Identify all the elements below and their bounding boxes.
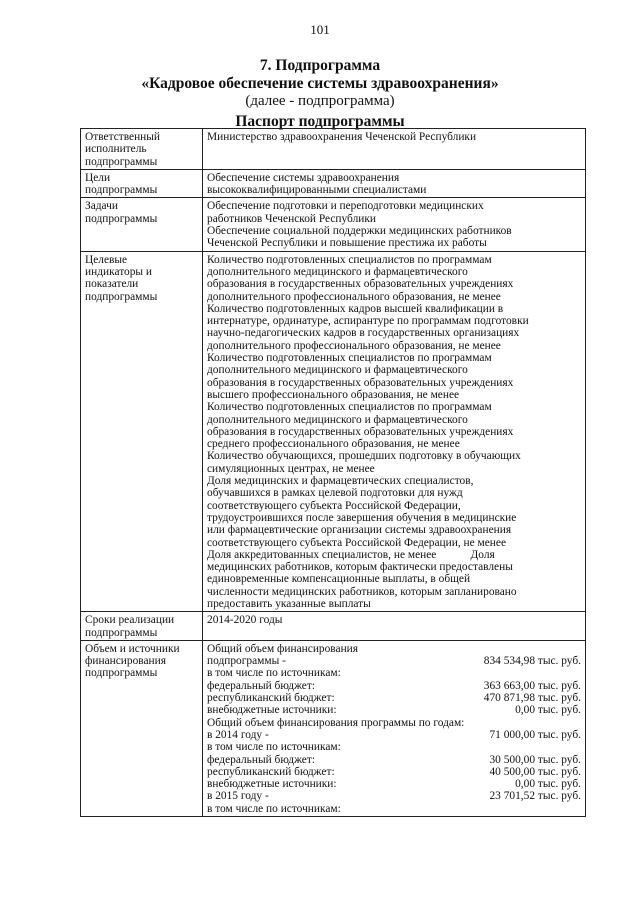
financing-line-text: в 2014 году -	[207, 728, 269, 741]
financing-line-amount: 30 500,00 тыс. руб.	[489, 753, 581, 766]
value-line: образования в государственных образовательных учреждениях	[207, 278, 514, 291]
financing-line-amount: 71 000,00 тыс. руб.	[489, 728, 581, 741]
financing-line	[207, 803, 581, 815]
passport-table	[80, 128, 586, 817]
value-line: предоставить указанные выплаты	[207, 597, 371, 610]
financing-line	[207, 717, 581, 729]
label-line: финансирования	[85, 655, 166, 668]
financing-line	[207, 655, 581, 667]
value-line: образования в государственных образовательных учреждениях	[207, 376, 514, 389]
row-terms	[81, 612, 586, 641]
financing-line-amount: 40 500,00 тыс. руб.	[489, 765, 581, 778]
financing-line	[207, 680, 581, 692]
tasks-value	[203, 198, 586, 251]
value-line: Количество подготовленных специалистов по программам	[207, 352, 492, 365]
value-line: научно-педагогических кадров в государственных организациях	[207, 327, 520, 340]
financing-line-amount: 470 871,98 тыс. руб.	[483, 692, 581, 705]
title-block	[0, 57, 640, 131]
label-line: Задачи	[85, 200, 118, 213]
financing-line-text: федеральный бюджет:	[207, 753, 315, 766]
value-line: численности медицинских работников, которым запланировано	[207, 585, 517, 598]
financing-line-text: в том числе по источникам:	[207, 802, 341, 815]
value-line: Доля медицинских и фармацевтических специалистов,	[207, 475, 474, 488]
row-financing	[81, 640, 586, 816]
goals-label	[81, 169, 203, 198]
subprogram-name: «Кадровое обеспечение системы здравоохранения»	[141, 75, 499, 92]
financing-line	[207, 778, 581, 790]
value-line: дополнительного медицинского и фармацевтического	[207, 413, 468, 426]
label-line: Ответственный	[85, 131, 161, 143]
value-line: работников Чеченской Республики	[207, 212, 376, 225]
financing-line-text: в 2015 году -	[207, 790, 269, 803]
value-line: трудоустроившихся после завершения обучения в медицинские	[207, 511, 517, 524]
terms-label	[81, 612, 203, 641]
goals-value	[203, 169, 586, 198]
label-line: показатели	[85, 278, 139, 291]
value-line: Министерство здравоохранения Чеченской Республики	[207, 131, 477, 143]
value-line: Количество подготовленных специалистов по программам	[207, 401, 492, 414]
financing-line	[207, 704, 581, 716]
financing-line-text: республиканский бюджет:	[207, 765, 335, 778]
financing-line	[207, 643, 581, 655]
value-line: Чеченской Республики и повышение престижа их работы	[207, 237, 487, 250]
label-line: подпрограммы	[85, 626, 158, 639]
value-line: высшего профессионального образования, не менее	[207, 388, 460, 401]
financing-line-text: Общий объем финансирования	[207, 642, 359, 655]
financing-line	[207, 741, 581, 753]
financing-line	[207, 754, 581, 766]
financing-line-amount: 0,00 тыс. руб.	[515, 704, 581, 717]
subprogram-number-title: 7. Подпрограмма	[259, 57, 381, 74]
financing-line-amount: 0,00 тыс. руб.	[515, 778, 581, 791]
financing-line	[207, 729, 581, 741]
value-line: обучавшихся в рамках целевой подготовки для нужд	[207, 487, 463, 500]
value-line: Количество подготовленных кадров высшей квалификации в	[207, 302, 504, 315]
label-line: индикаторы и	[85, 265, 153, 278]
executor-value	[203, 129, 586, 170]
row-executor	[81, 129, 586, 170]
label-line: Сроки реализации	[85, 614, 175, 627]
value-line: Обеспечение системы здравоохранения	[207, 171, 400, 184]
value-line: соответствующего субъекта Российской Федерации, не менее	[207, 536, 506, 549]
financing-line	[207, 667, 581, 679]
value-line: Обеспечение подготовки и переподготовки медицинских	[207, 200, 484, 213]
label-line: Целевые	[85, 253, 128, 266]
subprogram-note: (далее - подпрограмма)	[245, 93, 395, 109]
indicators-value	[203, 251, 586, 612]
indicators-label	[81, 251, 203, 612]
row-goals	[81, 169, 586, 198]
value-line: симуляционных центрах, не менее	[207, 462, 375, 475]
financing-line	[207, 692, 581, 704]
financing-line-text: подпрограммы -	[207, 655, 286, 668]
financing-line-amount: 834 534,98 тыс. руб.	[483, 655, 581, 668]
value-line: среднего профессионального образования, не менее	[207, 438, 460, 451]
value-line: или фармацевтические организации системы здравоохранения	[207, 524, 512, 537]
executor-label	[81, 129, 203, 170]
financing-label	[81, 640, 203, 816]
financing-line-text: Общий объем финансирования программы по годам:	[207, 716, 465, 729]
passport-title: Паспорт подпрограммы	[235, 113, 405, 130]
value-line: медицинских работников, которым фактически предоставлены	[207, 561, 513, 574]
financing-line-amount: 23 701,52 тыс. руб.	[489, 790, 581, 803]
financing-line-text: внебюджетные источники:	[207, 704, 337, 717]
value-line: дополнительного профессионального образования, не менее	[207, 290, 501, 303]
terms-value	[203, 612, 586, 641]
label-line: подпрограммы	[85, 184, 158, 197]
label-line: подпрограммы	[85, 290, 158, 303]
value-line: Количество подготовленных специалистов по программам	[207, 253, 492, 266]
label-line: подпрограммы	[85, 667, 158, 680]
financing-line-text: федеральный бюджет:	[207, 679, 315, 692]
row-indicators	[81, 251, 586, 612]
financing-line	[207, 766, 581, 778]
financing-value	[203, 640, 586, 816]
financing-line-text: в том числе по источникам:	[207, 667, 341, 680]
label-line: подпрограммы	[85, 212, 158, 225]
value-line: образования в государственных образовательных учреждениях	[207, 425, 514, 438]
value-line: интернатуре, ординатуре, аспирантуре по программам подготовки	[207, 315, 529, 328]
value-line: 2014-2020 годы	[207, 614, 283, 627]
value-line: соответствующего субъекта Российской Федерации,	[207, 499, 461, 512]
value-line: Количество обучающихся, прошедших подготовку в обучающих	[207, 450, 521, 463]
page-number: 101	[310, 22, 330, 37]
value-line: дополнительного медицинского и фармацевтического	[207, 364, 468, 377]
value-line: дополнительного профессионального образования, не менее	[207, 339, 501, 352]
value-line: дополнительного медицинского и фармацевтического	[207, 265, 468, 278]
row-tasks	[81, 198, 586, 251]
value-line: Доля аккредитованных специалистов, не менее Доля	[207, 548, 495, 561]
value-line: высококвалифицированными специалистами	[207, 184, 427, 197]
label-line: Объем и источники	[85, 642, 180, 655]
label-line: исполнитель	[85, 143, 147, 156]
financing-line-text: в том числе по источникам:	[207, 741, 341, 754]
financing-line-text: внебюджетные источники:	[207, 778, 337, 791]
value-line: Обеспечение социальной поддержки медицинских работников	[207, 225, 512, 238]
value-line: единовременные компенсационные выплаты, в общей	[207, 573, 471, 586]
tasks-label	[81, 198, 203, 251]
label-line: Цели	[85, 171, 111, 184]
label-line: подпрограммы	[85, 155, 158, 168]
financing-line-amount: 363 663,00 тыс. руб.	[483, 679, 581, 692]
financing-line	[207, 790, 581, 802]
financing-line-text: республиканский бюджет:	[207, 692, 335, 705]
